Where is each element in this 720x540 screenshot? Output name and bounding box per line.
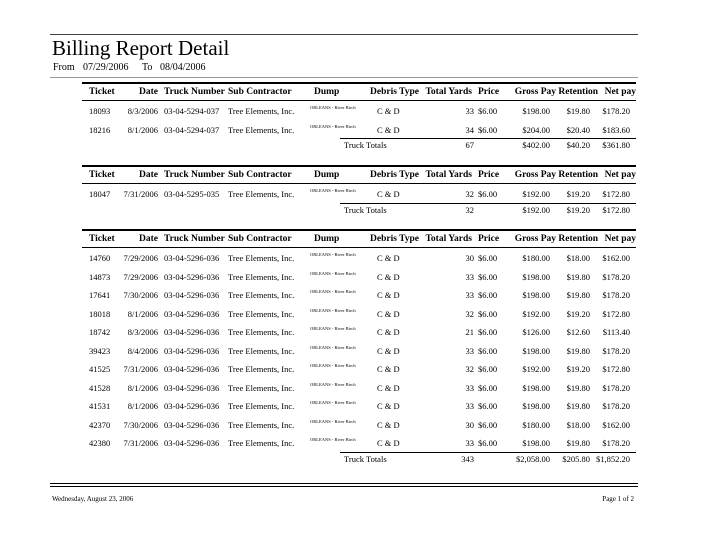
cell-retention: $20.40 bbox=[566, 124, 590, 135]
totals-label: Truck Totals bbox=[344, 204, 387, 215]
cell-gross-pay: $198.00 bbox=[522, 438, 550, 448]
cell-price: $6.00 bbox=[478, 382, 498, 393]
cell-sub-contractor: Tree Elements, Inc. bbox=[228, 364, 295, 374]
cell-price: $6.00 bbox=[478, 290, 498, 300]
cell-ticket: 42370 bbox=[89, 419, 111, 430]
cell-debris-type: C & D bbox=[377, 106, 400, 116]
cell-total-yards: 30 bbox=[465, 253, 474, 263]
cell-truck-number: 03-04-5296-036 bbox=[164, 382, 220, 393]
column-header-retention: Retention bbox=[558, 170, 598, 180]
cell-retention: $18.00 bbox=[566, 253, 590, 263]
cell-net-pay: $178.20 bbox=[602, 106, 630, 116]
column-header-net-pay: Net pay bbox=[604, 234, 636, 244]
cell-date: 7/30/2006 bbox=[123, 290, 158, 300]
report-title: Billing Report Detail bbox=[52, 36, 230, 60]
cell-net-pay: $183.60 bbox=[602, 124, 630, 135]
cell-sub-contractor: Tree Elements, Inc. bbox=[228, 106, 295, 116]
cell-ticket: 17641 bbox=[89, 290, 111, 300]
table-row bbox=[82, 189, 636, 201]
footer-rule bbox=[50, 486, 638, 487]
table-row bbox=[82, 327, 636, 339]
cell-debris-type: C & D bbox=[377, 327, 400, 337]
cell-net-pay: $172.80 bbox=[602, 189, 630, 199]
cell-sub-contractor: Tree Elements, Inc. bbox=[228, 308, 295, 319]
cell-date: 8/1/2006 bbox=[127, 124, 158, 135]
table-row bbox=[82, 420, 636, 432]
column-header-date: Date bbox=[139, 234, 158, 244]
cell-sub-contractor: Tree Elements, Inc. bbox=[228, 401, 295, 411]
cell-retention: $19.20 bbox=[566, 189, 590, 199]
cell-truck-number: 03-04-5296-036 bbox=[164, 345, 220, 356]
totals-rule bbox=[340, 203, 636, 204]
column-header-ticket: Ticket bbox=[89, 234, 115, 244]
column-header-row bbox=[82, 87, 636, 99]
column-header-net-pay: Net pay bbox=[604, 87, 636, 97]
footer-date: Wednesday, August 23, 2006 bbox=[52, 495, 134, 503]
cell-sub-contractor: Tree Elements, Inc. bbox=[228, 253, 295, 263]
cell-total-yards: 33 bbox=[465, 438, 474, 448]
cell-total-yards: 32 bbox=[465, 308, 474, 319]
cell-sub-contractor: Tree Elements, Inc. bbox=[228, 438, 295, 448]
cell-total-yards: 33 bbox=[465, 345, 474, 356]
cell-net-pay: $162.00 bbox=[602, 419, 630, 430]
cell-debris-type: C & D bbox=[377, 124, 400, 135]
cell-total-yards: 33 bbox=[465, 382, 474, 393]
cell-gross-pay: $198.00 bbox=[522, 290, 550, 300]
cell-debris-type: C & D bbox=[377, 253, 400, 263]
cell-sub-contractor: Tree Elements, Inc. bbox=[228, 124, 295, 135]
cell-retention: $19.20 bbox=[566, 308, 590, 319]
cell-truck-number: 03-04-5296-036 bbox=[164, 401, 220, 411]
totals-label: Truck Totals bbox=[344, 140, 387, 150]
cell-truck-number: 03-04-5296-036 bbox=[164, 253, 220, 263]
totals-yards: 67 bbox=[465, 140, 474, 150]
cell-retention: $19.20 bbox=[566, 364, 590, 374]
column-header-total-yards: Total Yards bbox=[425, 87, 472, 97]
cell-retention: $12.60 bbox=[566, 327, 590, 337]
cell-price: $6.00 bbox=[478, 419, 498, 430]
totals-gross: $192.00 bbox=[522, 204, 550, 215]
cell-dump: ORLEANS - River Birch bbox=[310, 437, 356, 442]
totals-retention: $19.20 bbox=[566, 204, 590, 215]
cell-gross-pay: $198.00 bbox=[522, 271, 550, 282]
header-rule bbox=[82, 183, 636, 184]
cell-sub-contractor: Tree Elements, Inc. bbox=[228, 327, 295, 337]
cell-net-pay: $178.20 bbox=[602, 345, 630, 356]
cell-dump: ORLEANS - River Birch bbox=[310, 381, 356, 387]
column-header-net-pay: Net pay bbox=[604, 170, 636, 180]
column-header-gross-pay: Gross Pay bbox=[514, 234, 556, 244]
cell-date: 7/31/2006 bbox=[123, 364, 158, 374]
cell-date: 8/3/2006 bbox=[127, 327, 158, 337]
cell-dump: ORLEANS - River Birch bbox=[310, 326, 356, 331]
column-header-debris-type: Debris Type bbox=[370, 87, 419, 97]
table-row bbox=[82, 309, 636, 321]
group-top-rule bbox=[82, 165, 636, 167]
cell-date: 8/1/2006 bbox=[127, 308, 158, 319]
cell-sub-contractor: Tree Elements, Inc. bbox=[228, 345, 295, 356]
table-row bbox=[82, 401, 636, 413]
cell-truck-number: 03-04-5296-036 bbox=[164, 271, 220, 282]
cell-total-yards: 34 bbox=[465, 124, 474, 135]
cell-debris-type: C & D bbox=[377, 419, 400, 430]
cell-date: 7/31/2006 bbox=[123, 438, 158, 448]
cell-sub-contractor: Tree Elements, Inc. bbox=[228, 419, 295, 430]
cell-debris-type: C & D bbox=[377, 290, 400, 300]
cell-total-yards: 32 bbox=[465, 189, 474, 199]
cell-ticket: 39423 bbox=[89, 345, 111, 356]
cell-gross-pay: $198.00 bbox=[522, 106, 550, 116]
cell-date: 8/1/2006 bbox=[127, 382, 158, 393]
cell-date: 8/1/2006 bbox=[127, 401, 158, 411]
cell-gross-pay: $126.00 bbox=[522, 327, 550, 337]
cell-sub-contractor: Tree Elements, Inc. bbox=[228, 290, 295, 300]
column-header-date: Date bbox=[139, 170, 158, 180]
column-header-dump: Dump bbox=[314, 87, 340, 97]
totals-yards: 343 bbox=[461, 453, 474, 464]
cell-retention: $19.80 bbox=[566, 401, 590, 411]
cell-date: 7/29/2006 bbox=[123, 271, 158, 282]
cell-truck-number: 03-04-5296-036 bbox=[164, 327, 220, 337]
column-header-sub-contractor: Sub Contractor bbox=[228, 234, 292, 244]
cell-dump: ORLEANS - River Birch bbox=[310, 363, 356, 368]
cell-gross-pay: $198.00 bbox=[522, 345, 550, 356]
cell-date: 7/30/2006 bbox=[123, 419, 158, 430]
cell-gross-pay: $192.00 bbox=[522, 189, 550, 199]
cell-truck-number: 03-04-5296-036 bbox=[164, 290, 220, 300]
cell-debris-type: C & D bbox=[377, 382, 400, 393]
cell-ticket: 18018 bbox=[89, 308, 111, 319]
cell-total-yards: 30 bbox=[465, 419, 474, 430]
to-date: 08/04/2006 bbox=[160, 62, 206, 73]
cell-sub-contractor: Tree Elements, Inc. bbox=[228, 189, 295, 199]
cell-net-pay: $162.00 bbox=[602, 253, 630, 263]
cell-price: $6.00 bbox=[478, 327, 498, 337]
totals-net: $172.80 bbox=[602, 204, 630, 215]
column-header-price: Price bbox=[478, 87, 500, 97]
cell-debris-type: C & D bbox=[377, 438, 400, 448]
column-header-row bbox=[82, 170, 636, 182]
cell-gross-pay: $180.00 bbox=[522, 419, 550, 430]
cell-sub-contractor: Tree Elements, Inc. bbox=[228, 382, 295, 393]
cell-dump: ORLEANS - River Birch bbox=[310, 252, 356, 257]
column-header-gross-pay: Gross Pay bbox=[514, 87, 556, 97]
cell-ticket: 18742 bbox=[89, 327, 111, 337]
cell-price: $6.00 bbox=[478, 345, 498, 356]
column-header-truck-number: Truck Number bbox=[164, 234, 225, 244]
cell-dump: ORLEANS - River Birch bbox=[310, 307, 356, 313]
cell-dump: ORLEANS - River Birch bbox=[310, 400, 356, 405]
from-label: From bbox=[53, 62, 75, 73]
totals-net: $1,852.20 bbox=[596, 453, 630, 464]
table-row bbox=[82, 290, 636, 302]
cell-net-pay: $178.20 bbox=[602, 438, 630, 448]
table-row bbox=[82, 438, 636, 450]
cell-debris-type: C & D bbox=[377, 271, 400, 282]
truck-group bbox=[82, 165, 636, 226]
cell-ticket: 18216 bbox=[89, 124, 111, 135]
column-header-total-yards: Total Yards bbox=[425, 234, 472, 244]
cell-date: 8/3/2006 bbox=[127, 106, 158, 116]
cell-date: 8/4/2006 bbox=[127, 345, 158, 356]
totals-label: Truck Totals bbox=[344, 453, 387, 464]
cell-ticket: 42380 bbox=[89, 438, 111, 448]
table-row bbox=[82, 346, 636, 358]
cell-gross-pay: $192.00 bbox=[522, 364, 550, 374]
cell-price: $6.00 bbox=[478, 106, 498, 116]
cell-total-yards: 33 bbox=[465, 271, 474, 282]
cell-gross-pay: $204.00 bbox=[522, 124, 550, 135]
from-date: 07/29/2006 bbox=[83, 62, 129, 73]
totals-row bbox=[82, 454, 636, 466]
cell-date: 7/31/2006 bbox=[123, 189, 158, 199]
header-rule bbox=[82, 247, 636, 248]
totals-retention: $40.20 bbox=[566, 140, 590, 150]
footer-rule bbox=[50, 483, 638, 484]
column-header-sub-contractor: Sub Contractor bbox=[228, 87, 292, 97]
cell-ticket: 18093 bbox=[89, 106, 111, 116]
cell-truck-number: 03-04-5296-036 bbox=[164, 419, 220, 430]
truck-group bbox=[82, 82, 636, 161]
totals-rule bbox=[340, 138, 636, 139]
cell-gross-pay: $192.00 bbox=[522, 308, 550, 319]
cell-ticket: 18047 bbox=[89, 189, 111, 199]
cell-dump: ORLEANS - River Birch bbox=[310, 188, 356, 193]
cell-sub-contractor: Tree Elements, Inc. bbox=[228, 271, 295, 282]
cell-retention: $19.80 bbox=[566, 106, 590, 116]
column-header-price: Price bbox=[478, 234, 500, 244]
cell-net-pay: $113.40 bbox=[602, 327, 630, 337]
table-row bbox=[82, 272, 636, 284]
table-row bbox=[82, 125, 636, 137]
truck-group bbox=[82, 229, 636, 475]
cell-ticket: 14760 bbox=[89, 253, 111, 263]
cell-dump: ORLEANS - River Birch bbox=[310, 344, 356, 350]
cell-ticket: 41531 bbox=[89, 401, 111, 411]
cell-total-yards: 32 bbox=[465, 364, 474, 374]
cell-debris-type: C & D bbox=[377, 345, 400, 356]
cell-net-pay: $178.20 bbox=[602, 401, 630, 411]
cell-retention: $19.80 bbox=[566, 271, 590, 282]
column-header-dump: Dump bbox=[314, 170, 340, 180]
cell-retention: $19.80 bbox=[566, 382, 590, 393]
cell-dump: ORLEANS - River Birch bbox=[310, 270, 356, 276]
column-header-row bbox=[82, 234, 636, 246]
cell-retention: $19.80 bbox=[566, 290, 590, 300]
totals-gross: $402.00 bbox=[522, 140, 550, 150]
totals-yards: 32 bbox=[465, 204, 474, 215]
cell-truck-number: 03-04-5296-036 bbox=[164, 438, 220, 448]
cell-truck-number: 03-04-5296-036 bbox=[164, 308, 220, 319]
cell-price: $6.00 bbox=[478, 271, 498, 282]
cell-price: $6.00 bbox=[478, 253, 498, 263]
cell-price: $6.00 bbox=[478, 189, 498, 199]
cell-truck-number: 03-04-5294-037 bbox=[164, 106, 220, 116]
cell-price: $6.00 bbox=[478, 308, 498, 319]
cell-truck-number: 03-04-5294-037 bbox=[164, 124, 220, 135]
cell-ticket: 14873 bbox=[89, 271, 111, 282]
column-header-sub-contractor: Sub Contractor bbox=[228, 170, 292, 180]
cell-debris-type: C & D bbox=[377, 401, 400, 411]
table-row bbox=[82, 383, 636, 395]
cell-dump: ORLEANS - River Birch bbox=[310, 105, 356, 110]
column-header-retention: Retention bbox=[558, 87, 598, 97]
group-top-rule bbox=[82, 82, 636, 84]
cell-ticket: 41528 bbox=[89, 382, 111, 393]
cell-total-yards: 33 bbox=[465, 106, 474, 116]
date-range bbox=[53, 62, 206, 74]
cell-retention: $19.80 bbox=[566, 345, 590, 356]
column-header-retention: Retention bbox=[558, 234, 598, 244]
column-header-date: Date bbox=[139, 87, 158, 97]
table-row bbox=[82, 106, 636, 118]
cell-truck-number: 03-04-5296-036 bbox=[164, 364, 220, 374]
cell-debris-type: C & D bbox=[377, 364, 400, 374]
totals-net: $361.80 bbox=[602, 140, 630, 150]
totals-retention: $205.80 bbox=[562, 453, 590, 464]
top-rule bbox=[50, 34, 638, 35]
cell-net-pay: $178.20 bbox=[602, 271, 630, 282]
totals-rule bbox=[340, 452, 636, 453]
column-header-ticket: Ticket bbox=[89, 87, 115, 97]
cell-gross-pay: $198.00 bbox=[522, 382, 550, 393]
totals-row bbox=[82, 140, 636, 152]
cell-total-yards: 33 bbox=[465, 290, 474, 300]
cell-dump: ORLEANS - River Birch bbox=[310, 123, 356, 129]
table-row bbox=[82, 364, 636, 376]
cell-dump: ORLEANS - River Birch bbox=[310, 289, 356, 294]
column-header-truck-number: Truck Number bbox=[164, 87, 225, 97]
cell-gross-pay: $198.00 bbox=[522, 401, 550, 411]
cell-price: $6.00 bbox=[478, 438, 498, 448]
cell-net-pay: $172.80 bbox=[602, 308, 630, 319]
cell-net-pay: $178.20 bbox=[602, 290, 630, 300]
column-header-debris-type: Debris Type bbox=[370, 170, 419, 180]
totals-gross: $2,058.00 bbox=[516, 453, 550, 464]
column-header-dump: Dump bbox=[314, 234, 340, 244]
cell-total-yards: 33 bbox=[465, 401, 474, 411]
header-rule bbox=[82, 100, 636, 101]
cell-retention: $19.80 bbox=[566, 438, 590, 448]
column-header-gross-pay: Gross Pay bbox=[514, 170, 556, 180]
to-label: To bbox=[142, 62, 153, 73]
cell-truck-number: 03-04-5295-035 bbox=[164, 189, 220, 199]
cell-date: 7/29/2006 bbox=[123, 253, 158, 263]
cell-ticket: 41525 bbox=[89, 364, 111, 374]
cell-price: $6.00 bbox=[478, 401, 498, 411]
column-header-truck-number: Truck Number bbox=[164, 170, 225, 180]
cell-debris-type: C & D bbox=[377, 308, 400, 319]
cell-dump: ORLEANS - River Birch bbox=[310, 418, 356, 424]
group-top-rule bbox=[82, 229, 636, 231]
cell-gross-pay: $180.00 bbox=[522, 253, 550, 263]
header-rule bbox=[50, 77, 638, 78]
cell-total-yards: 21 bbox=[465, 327, 474, 337]
column-header-total-yards: Total Yards bbox=[425, 170, 472, 180]
column-header-ticket: Ticket bbox=[89, 170, 115, 180]
cell-price: $6.00 bbox=[478, 364, 498, 374]
cell-retention: $18.00 bbox=[566, 419, 590, 430]
column-header-debris-type: Debris Type bbox=[370, 234, 419, 244]
table-row bbox=[82, 253, 636, 265]
cell-debris-type: C & D bbox=[377, 189, 400, 199]
totals-row bbox=[82, 205, 636, 217]
cell-price: $6.00 bbox=[478, 124, 498, 135]
cell-net-pay: $172.80 bbox=[602, 364, 630, 374]
page-number: Page 1 of 2 bbox=[602, 495, 634, 503]
column-header-price: Price bbox=[478, 170, 500, 180]
cell-net-pay: $178.20 bbox=[602, 382, 630, 393]
